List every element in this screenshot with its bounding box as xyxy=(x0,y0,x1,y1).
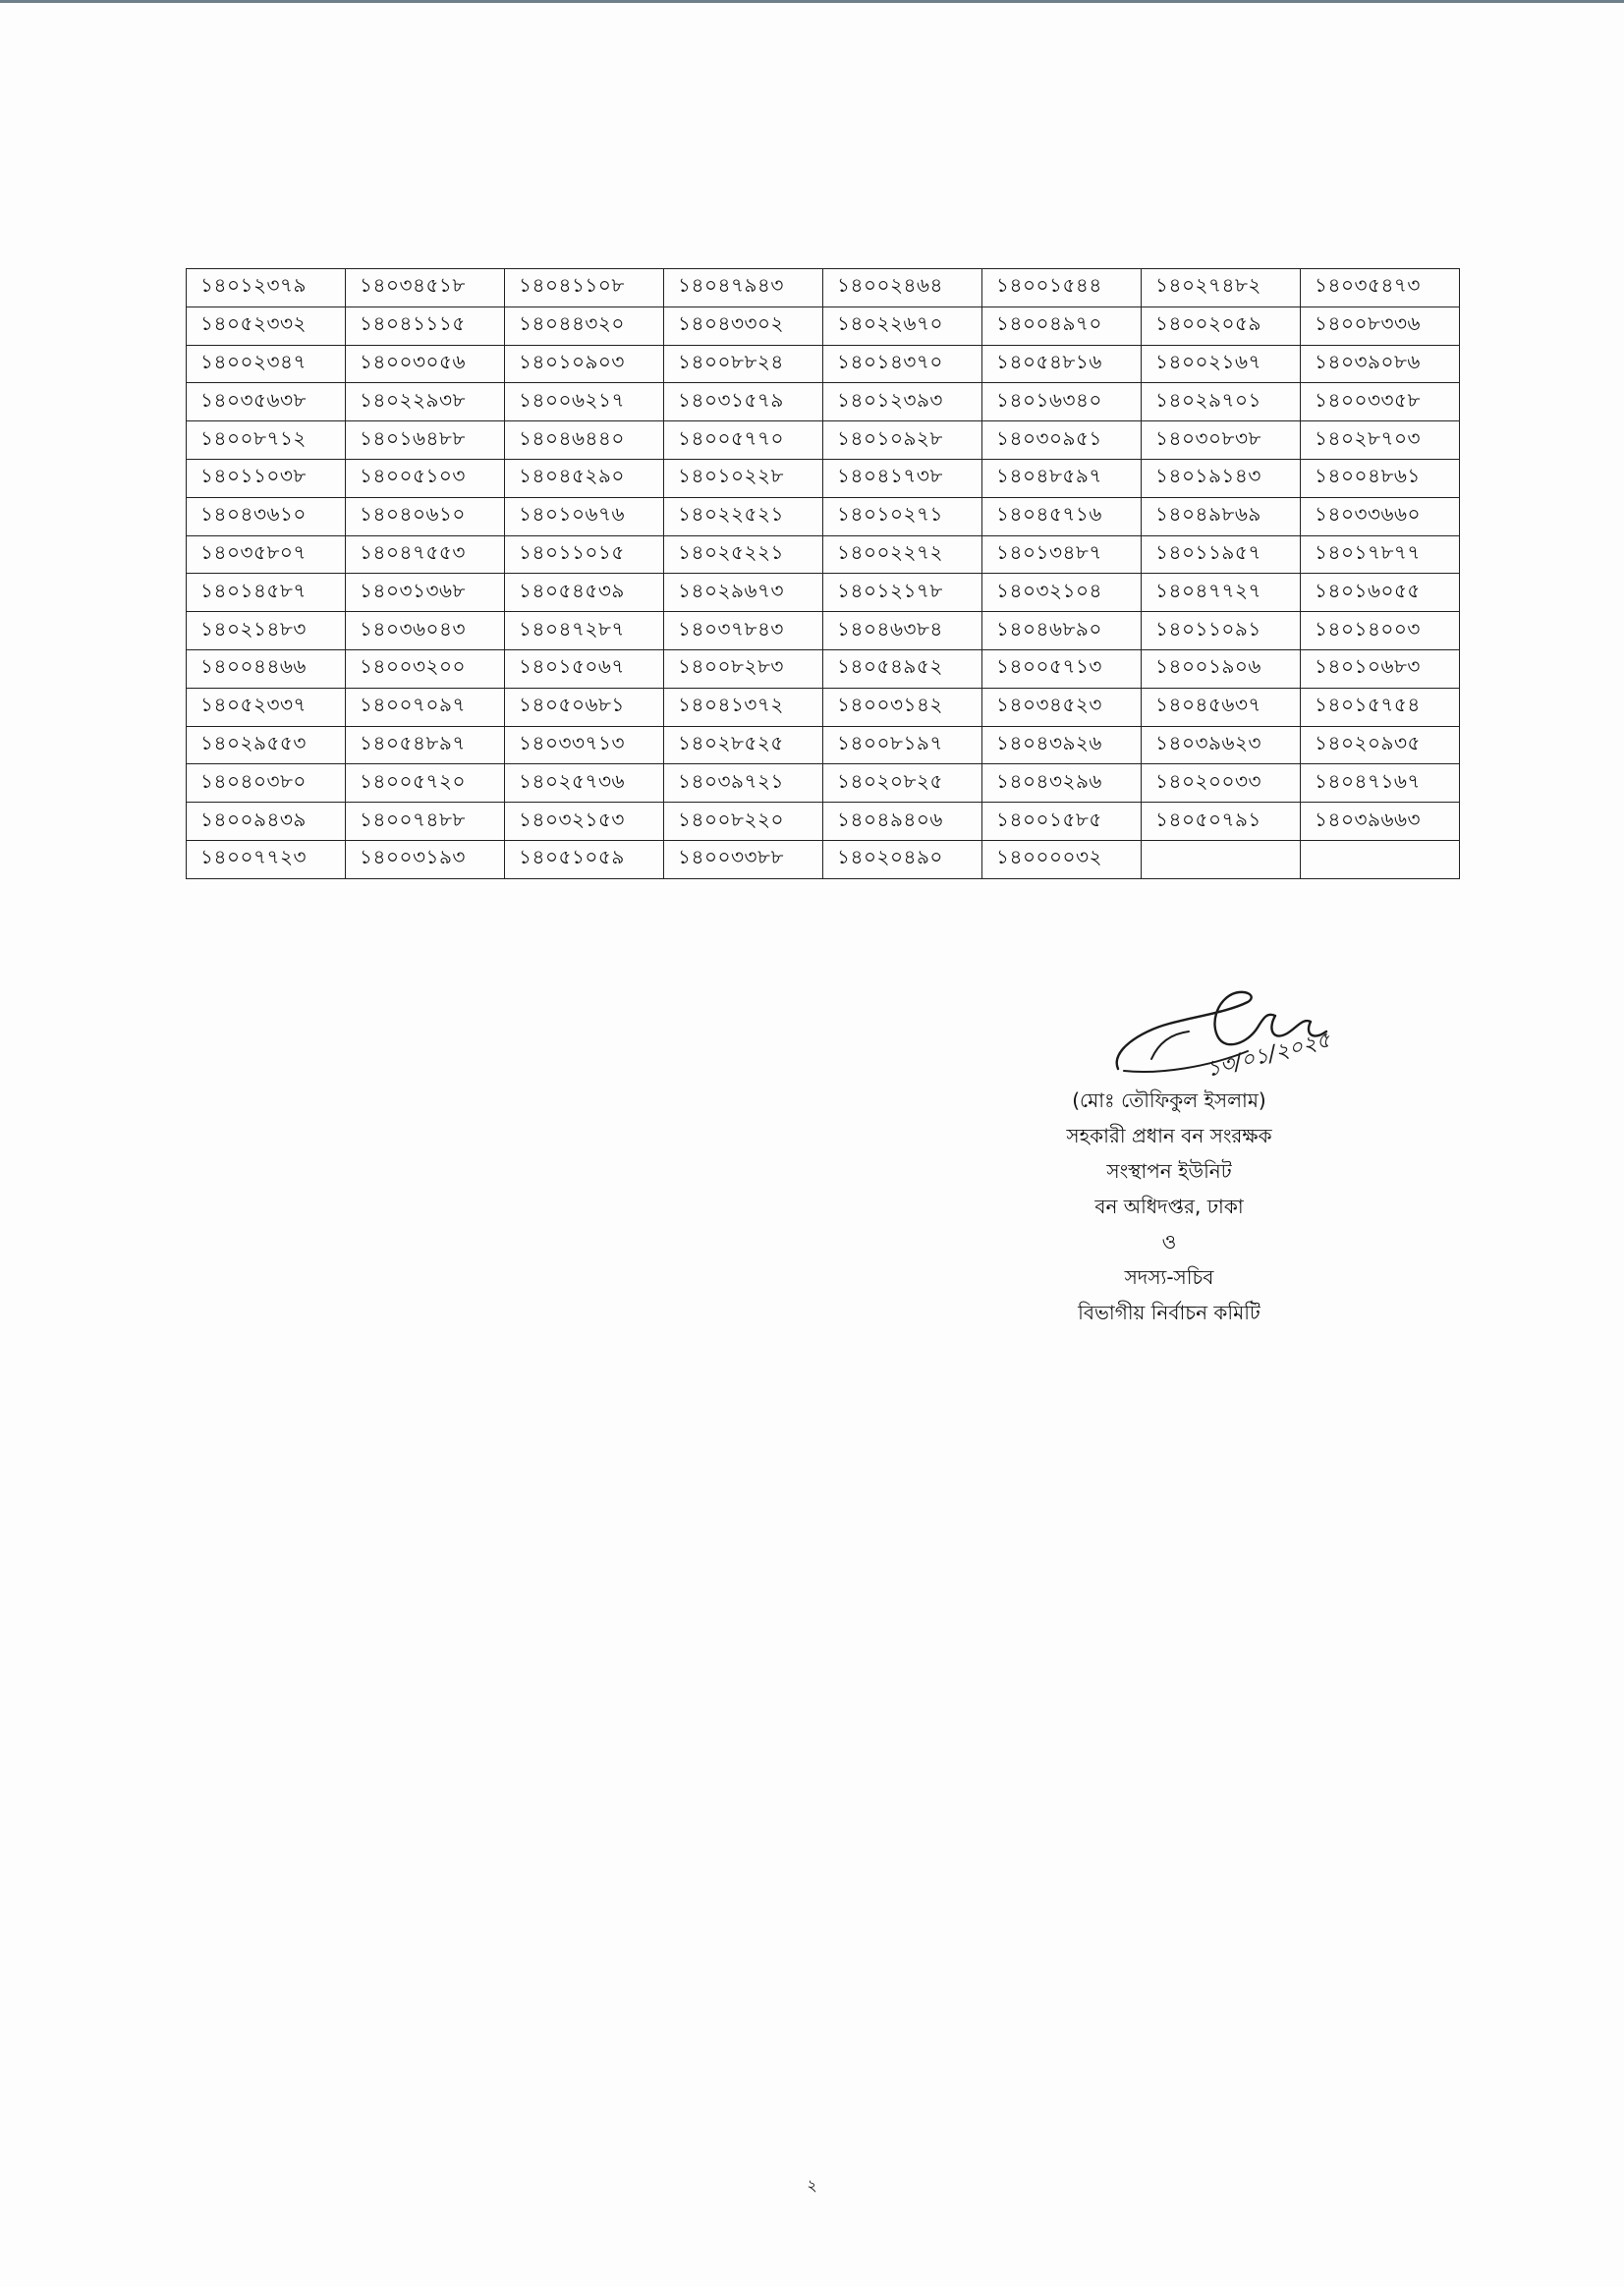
roll-number-cell: ১৪০০৭৭২৩ xyxy=(187,840,346,878)
roll-number-cell: ১৪০০২২৭২ xyxy=(823,535,982,574)
roll-number-cell: ১৪০১৪৫৮৭ xyxy=(187,574,346,612)
table-row xyxy=(187,612,1460,650)
roll-number-cell: ১৪০০২৪৬৪ xyxy=(823,269,982,307)
roll-number-cell: ১৪০৪৩৩০২ xyxy=(664,307,823,345)
roll-number-cell: ১৪০০৩১৯৩ xyxy=(346,840,505,878)
table-row xyxy=(187,497,1460,535)
roll-number-cell: ১৪০১৬০৫৫ xyxy=(1301,574,1460,612)
roll-number-cell: ১৪০৪১৭৩৮ xyxy=(823,459,982,497)
roll-number-cell: ১৪০০০০৩২ xyxy=(982,840,1142,878)
roll-number-cell: ১৪০০৮২২০ xyxy=(664,803,823,841)
roll-number-cell: ১৪০৩৯৭২১ xyxy=(664,764,823,803)
table-row xyxy=(187,574,1460,612)
roll-number-cell: ১৪০৪১১১৫ xyxy=(346,307,505,345)
roll-number-cell: ১৪০১৭৮৭৭ xyxy=(1301,535,1460,574)
roll-number-cell: ১৪০১৪০০৩ xyxy=(1301,612,1460,650)
roll-number-cell: ১৪০২২৫২১ xyxy=(664,497,823,535)
roll-number-cell: ১৪০৪৩৬১০ xyxy=(187,497,346,535)
roll-number-cell: ১৪০৫০৬৮১ xyxy=(505,688,664,726)
roll-number-cell: ১৪০৫৪৮১৬ xyxy=(982,345,1142,383)
signatory-committee: বিভাগীয় নির্বাচন কমিটি xyxy=(1078,1301,1260,1324)
roll-number-cell: ১৪০০৩০৫৬ xyxy=(346,345,505,383)
roll-number-cell: ১৪০৪৯৪০৬ xyxy=(823,803,982,841)
table-row xyxy=(187,383,1460,421)
roll-number-cell: ১৪০৩৯৬২৩ xyxy=(1142,726,1301,764)
roll-number-cell: ১৪০০৮১৯৭ xyxy=(823,726,982,764)
roll-number-cell: ১৪০০৪৯৭০ xyxy=(982,307,1142,345)
svg-text:১৩/০১/২০২৫: ১৩/০১/২০২৫ xyxy=(1204,1028,1333,1083)
roll-number-cell: ১৪০০৮২৮৩ xyxy=(664,649,823,688)
table-row xyxy=(187,345,1460,383)
roll-number-cell: ১৪০২২৯৩৮ xyxy=(346,383,505,421)
roll-number-cell: ১৪০৩০৮৩৮ xyxy=(1142,421,1301,460)
roll-number-cell: ১৪০৩৭৮৪৩ xyxy=(664,612,823,650)
roll-number-cell: ১৪০১২১৭৮ xyxy=(823,574,982,612)
roll-number-cell: ১৪০১০২২৮ xyxy=(664,459,823,497)
table-row xyxy=(187,764,1460,803)
roll-number-cell: ১৪০৪৬৮৯০ xyxy=(982,612,1142,650)
roll-number-cell: ১৪০০২১৬৭ xyxy=(1142,345,1301,383)
roll-number-cell xyxy=(1142,840,1301,878)
roll-number-cell: ১৪০৩৫৮০৭ xyxy=(187,535,346,574)
roll-number-cell: ১৪০১০২৭১ xyxy=(823,497,982,535)
roll-number-cell: ১৪০০৪৮৬১ xyxy=(1301,459,1460,497)
table-row xyxy=(187,459,1460,497)
roll-number-cell: ১৪০১৫৭৫৪ xyxy=(1301,688,1460,726)
roll-number-cell: ১৪০৪৭১৬৭ xyxy=(1301,764,1460,803)
table-row xyxy=(187,307,1460,345)
roll-number-cell: ১৪০০৫৭৭০ xyxy=(664,421,823,460)
roll-number-cell: ১৪০২৯৫৫৩ xyxy=(187,726,346,764)
roll-number-cell: ১৪০১৬৪৮৮ xyxy=(346,421,505,460)
roll-number-cell: ১৪০৫২৩৩২ xyxy=(187,307,346,345)
roll-number-cell: ১৪০৪৫৭১৬ xyxy=(982,497,1142,535)
roll-number-cell: ১৪০২৭৪৮২ xyxy=(1142,269,1301,307)
roll-number-cell: ১৪০০৩১৪২ xyxy=(823,688,982,726)
roll-number-cell: ১৪০৩২১০৪ xyxy=(982,574,1142,612)
roll-number-cell: ১৪০০২৩৪৭ xyxy=(187,345,346,383)
roll-number-cell: ১৪০৪৬৩৮৪ xyxy=(823,612,982,650)
roll-number-table-body xyxy=(187,269,1460,879)
roll-number-cell: ১৪০২০৯৩৫ xyxy=(1301,726,1460,764)
roll-number-cell: ১৪০১০৬৭৬ xyxy=(505,497,664,535)
roll-number-cell: ১৪০৪৭৯৪৩ xyxy=(664,269,823,307)
roll-number-cell: ১৪০০৫১০৩ xyxy=(346,459,505,497)
roll-number-cell: ১৪০৩৪৫১৮ xyxy=(346,269,505,307)
roll-number-cell: ১৪০০৬২১৭ xyxy=(505,383,664,421)
roll-number-cell: ১৪০৩৫৪৭৩ xyxy=(1301,269,1460,307)
roll-number-cell: ১৪০০২০৫৯ xyxy=(1142,307,1301,345)
roll-number-cell: ১৪০০১৫৮৫ xyxy=(982,803,1142,841)
roll-number-cell: ১৪০১০৯০৩ xyxy=(505,345,664,383)
roll-number-cell: ১৪০৪৩৯২৬ xyxy=(982,726,1142,764)
handwritten-signature xyxy=(1100,973,1395,1090)
roll-number-cell: ১৪০৫৪৮৯৭ xyxy=(346,726,505,764)
roll-number-cell: ১৪০৪৭২৮৭ xyxy=(505,612,664,650)
roll-number-cell: ১৪০৩৪৫২৩ xyxy=(982,688,1142,726)
signatory-office: বন অধিদপ্তর, ঢাকা xyxy=(1094,1195,1244,1218)
roll-number-cell: ১৪০০৮৩৩৬ xyxy=(1301,307,1460,345)
roll-number-cell: ১৪০৪৪৩২০ xyxy=(505,307,664,345)
roll-number-cell: ১৪০১৯১৪৩ xyxy=(1142,459,1301,497)
roll-number-cell: ১৪০২৫২২১ xyxy=(664,535,823,574)
roll-number-cell: ১৪০৫০৭৯১ xyxy=(1142,803,1301,841)
roll-number-cell: ১৪০৩৯০৮৬ xyxy=(1301,345,1460,383)
table-row xyxy=(187,803,1460,841)
roll-number-cell: ১৪০১৩৪৮৭ xyxy=(982,535,1142,574)
roll-number-cell: ১৪০০৫৭১৩ xyxy=(982,649,1142,688)
roll-number-cell: ১৪০৩৯৬৬৩ xyxy=(1301,803,1460,841)
roll-number-cell: ১৪০৫২৩৩৭ xyxy=(187,688,346,726)
roll-number-cell: ১৪০০৭৪৮৮ xyxy=(346,803,505,841)
roll-number-cell: ১৪০৫৪৫৩৯ xyxy=(505,574,664,612)
roll-number-cell: ১৪০৪৮৫৯৭ xyxy=(982,459,1142,497)
roll-number-cell: ১৪০০৮৭১২ xyxy=(187,421,346,460)
roll-number-cell: ১৪০২২৬৭০ xyxy=(823,307,982,345)
roll-number-cell: ১৪০৩৫৬৩৮ xyxy=(187,383,346,421)
roll-number-cell: ১৪০২৯৭০১ xyxy=(1142,383,1301,421)
signatory-conjunction: ও xyxy=(1161,1230,1177,1254)
roll-number-cell: ১৪০১২৩৯৩ xyxy=(823,383,982,421)
roll-number-cell: ১৪০৪৩২৯৬ xyxy=(982,764,1142,803)
roll-number-cell: ১৪০১১০৩৮ xyxy=(187,459,346,497)
roll-number-cell: ১৪০০৮৮২৪ xyxy=(664,345,823,383)
roll-number-cell: ১৪০৪৭৫৫৩ xyxy=(346,535,505,574)
roll-number-cell: ১৪০০৩৩৮৮ xyxy=(664,840,823,878)
roll-number-cell: ১৪০২১৪৮৩ xyxy=(187,612,346,650)
roll-number-cell: ১৪০০৩৩৫৮ xyxy=(1301,383,1460,421)
roll-number-cell: ১৪০৪০৩৮০ xyxy=(187,764,346,803)
table-row xyxy=(187,649,1460,688)
roll-number-cell: ১৪০৫১০৫৯ xyxy=(505,840,664,878)
roll-number-cell: ১৪০২৮৭০৩ xyxy=(1301,421,1460,460)
table-row xyxy=(187,840,1460,878)
roll-number-cell: ১৪০২৮৫২৫ xyxy=(664,726,823,764)
roll-number-cell: ১৪০২৯৬৭৩ xyxy=(664,574,823,612)
table-row xyxy=(187,269,1460,307)
roll-number-cell: ১৪০৩১৩৬৮ xyxy=(346,574,505,612)
roll-number-cell: ১৪০০৪৪৬৬ xyxy=(187,649,346,688)
roll-number-cell: ১৪০৩৩৬৬০ xyxy=(1301,497,1460,535)
roll-number-cell: ১৪০৩২১৫৩ xyxy=(505,803,664,841)
roll-number-cell: ১৪০১০৬৮৩ xyxy=(1301,649,1460,688)
roll-number-cell: ১৪০৪৭৭২৭ xyxy=(1142,574,1301,612)
page-number: ২ xyxy=(807,2176,817,2195)
roll-number-cell: ১৪০৫৪৯৫২ xyxy=(823,649,982,688)
roll-number-cell: ১৪০৪৫২৯০ xyxy=(505,459,664,497)
roll-number-cell: ১৪০৪১১০৮ xyxy=(505,269,664,307)
roll-number-cell: ১৪০৪৯৮৬৯ xyxy=(1142,497,1301,535)
roll-number-cell: ১৪০০৩২০০ xyxy=(346,649,505,688)
signatory-designation: সহকারী প্রধান বন সংরক্ষক xyxy=(1066,1124,1272,1147)
roll-number-cell: ১৪০২০৪৯০ xyxy=(823,840,982,878)
table-row xyxy=(187,688,1460,726)
signature-block xyxy=(1022,1083,1316,1330)
roll-number-cell: ১৪০২০৮২৫ xyxy=(823,764,982,803)
roll-number-cell: ১৪০১৬৩৪০ xyxy=(982,383,1142,421)
scan-edge xyxy=(0,0,1624,3)
roll-number-cell: ১৪০৪৫৬৩৭ xyxy=(1142,688,1301,726)
roll-number-cell: ১৪০১০৯২৮ xyxy=(823,421,982,460)
roll-number-cell: ১৪০১১৯৫৭ xyxy=(1142,535,1301,574)
roll-number-cell: ১৪০০১৯০৬ xyxy=(1142,649,1301,688)
roll-number-cell: ১৪০২০০৩৩ xyxy=(1142,764,1301,803)
roll-number-cell: ১৪০৩৬০৪৩ xyxy=(346,612,505,650)
table-row xyxy=(187,726,1460,764)
roll-number-cell: ১৪০২৫৭৩৬ xyxy=(505,764,664,803)
roll-number-cell: ১৪০৪১৩৭২ xyxy=(664,688,823,726)
roll-number-cell: ১৪০৩১৫৭৯ xyxy=(664,383,823,421)
roll-number-cell: ১৪০১২৩৭৯ xyxy=(187,269,346,307)
roll-number-cell: ১৪০১৫০৬৭ xyxy=(505,649,664,688)
roll-number-cell: ১৪০০৯৪৩৯ xyxy=(187,803,346,841)
roll-number-cell: ১৪০০৭০৯৭ xyxy=(346,688,505,726)
signatory-role: সদস্য-সচিব xyxy=(1124,1265,1214,1289)
roll-number-cell: ১৪০৪০৬১০ xyxy=(346,497,505,535)
roll-number-cell: ১৪০১১০৯১ xyxy=(1142,612,1301,650)
roll-number-table xyxy=(186,268,1460,879)
signatory-unit: সংস্থাপন ইউনিট xyxy=(1106,1159,1232,1183)
roll-number-cell: ১৪০৩০৯৫১ xyxy=(982,421,1142,460)
table-row xyxy=(187,421,1460,460)
roll-number-cell: ১৪০১৪৩৭০ xyxy=(823,345,982,383)
table-row xyxy=(187,535,1460,574)
roll-number-cell: ১৪০৩৩৭১৩ xyxy=(505,726,664,764)
signatory-name: (মোঃ তৌফিকুল ইসলাম) xyxy=(1072,1088,1266,1112)
roll-number-cell: ১৪০০৫৭২০ xyxy=(346,764,505,803)
roll-number-cell xyxy=(1301,840,1460,878)
roll-number-cell: ১৪০০১৫৪৪ xyxy=(982,269,1142,307)
roll-number-cell: ১৪০৪৬৪৪০ xyxy=(505,421,664,460)
roll-number-cell: ১৪০১১০১৫ xyxy=(505,535,664,574)
